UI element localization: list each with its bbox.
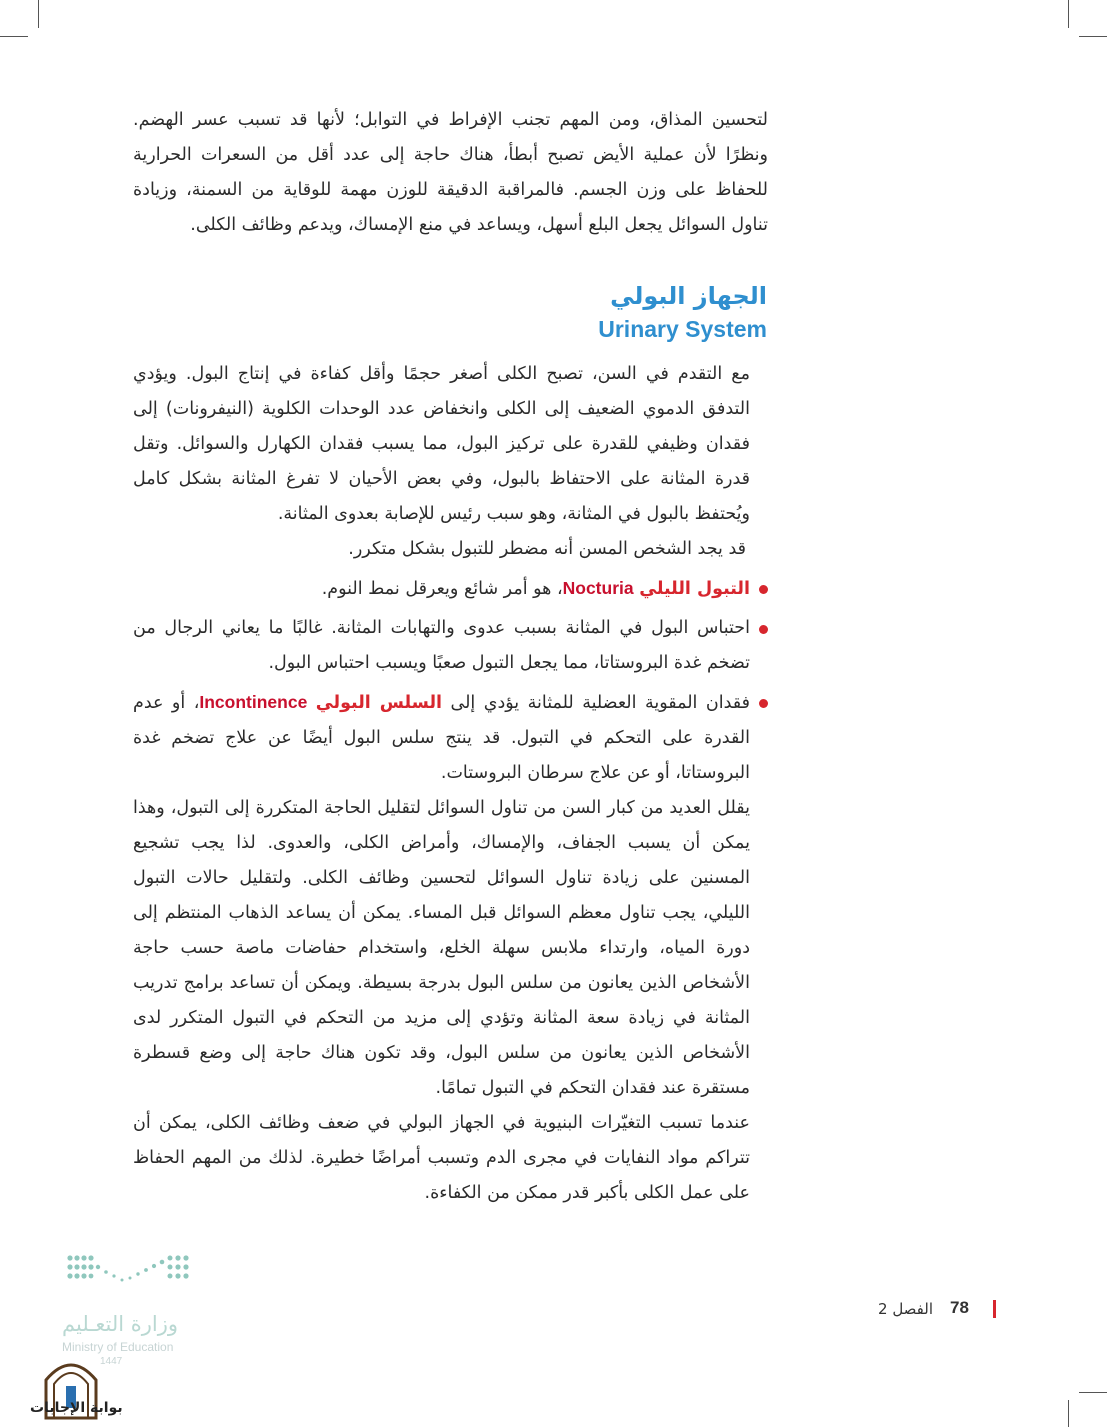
term-incontinence-english: Incontinence	[199, 692, 308, 712]
ministry-name-arabic: وزارة التعـليم	[62, 1312, 179, 1336]
paragraph-3: يقلل العديد من كبار السن من تناول السوائل لتقليل الحاجة المتكررة إلى التبول، وهذا يمكن أن يسبب الجفاف، والإمساك، وأمراض الكلى، والعدوى. لذا يجب تشجيع المسنين على زيادة تناول السوائل لتحسين وظائف الكلى. ولتقليل حالات التبول الليلي، يجب تناول معظم السوائل قبل المساء. يمكن أن يساعد الذهاب المنتظم إلى دورة المياه، وارتداء ملابس سهلة الخلع، واستخدام حفاضات ماصة حسب حاجة الأشخاص الذين يعانون من سلس البول بدرجة بسيطة. ويمكن أن تساعد برامج تدريب المثانة في زيادة سعة المثانة وتؤدي إلى مزيد من التحكم في التبول المتكرر لدى الأشخاص الذين يعانون من سلس البول، وقد تكون هناك حاجة إلى وضع قسطرة مستقرة عند فقدان التحكم في التبول تمامًا.	[133, 798, 750, 1098]
term-nocturia-english: Nocturia	[562, 578, 634, 598]
term-incontinence-arabic: السلس البولي	[315, 693, 443, 713]
bullet-retention	[133, 611, 768, 681]
section-title-arabic: الجهاز البولي	[610, 282, 767, 310]
bullet-nocturia	[133, 571, 768, 607]
bullet-dot-icon	[759, 585, 768, 594]
term-nocturia-arabic: التبول الليلي	[639, 579, 750, 599]
ministry-logo-dots-icon	[60, 1250, 200, 1310]
paragraph-1: مع التقدم في السن، تصبح الكلى أصغر حجمًا وأقل كفاءة في إنتاج البول. ويؤدي التدفق الدموي الضعيف إلى الكلى وانخفاض عدد الوحدات الكلوية (النيفرونات) إلى فقدان وظيفي للقدرة على تركيز البول، مما يسبب فقدان الكهارل والسوائل. وتقل قدرة المثانة على الاحتفاظ بالبول، وفي بعض الأحيان لا تفرغ المثانة بشكل كامل ويُحتفظ بالبول في المثانة، وهو سبب رئيس للإصابة بعدوى المثانة.	[133, 364, 750, 524]
intro-text: لتحسين المذاق، ومن المهم تجنب الإفراط في التوابل؛ لأنها قد تسبب عسر الهضم. ونظرًا لأن عملية الأيض تصبح أبطأ، هناك حاجة إلى عدد أقل من السعرات الحرارية للحفاظ على وزن الجسم. فالمراقبة الدقيقة للوزن مهمة للوقاية من السمنة، وزيادة تناول السوائل يجعل البلع أسهل، ويساعد في منع الإمساك، ويدعم وظائف الكلى.	[133, 110, 768, 235]
crop-mark	[1068, 0, 1069, 28]
bullet-incontinence-pre: فقدان المقوية العضلية للمثانة يؤدي إلى	[450, 693, 751, 713]
crop-mark	[1068, 1400, 1069, 1427]
crop-mark	[1079, 1392, 1107, 1393]
bullet-nocturia-text: ، هو أمر شائع ويعرقل نمط النوم.	[321, 579, 563, 599]
crop-mark	[1079, 36, 1107, 37]
section-title-english: Urinary System	[598, 316, 767, 342]
page-number: 78	[950, 1298, 969, 1317]
bullet-dot-icon	[759, 625, 768, 634]
chapter-label: الفصل 2	[878, 1300, 934, 1318]
paragraph-2: قد يجد الشخص المسن أنه مضطر للتبول بشكل متكرر.	[348, 539, 746, 559]
body-content	[133, 357, 768, 1211]
bullet-dot-icon	[759, 699, 768, 708]
crop-mark	[38, 0, 39, 28]
bullet-incontinence-text: ، أو عدم القدرة على التحكم في التبول. قد ينتج سلس البول أيضًا عن علاج تضخم غدة البروستاتا، أو عن علاج سرطان البروستات.	[133, 693, 750, 783]
bullet-retention-text: احتباس البول في المثانة بسبب عدوى والتهابات المثانة. غالبًا ما يعاني الرجال من تضخم غدة البروستاتا، مما يجعل التبول صعبًا ويسبب احتباس البول.	[133, 618, 750, 673]
watermark-text: بوابة الإجابات	[30, 1400, 123, 1416]
paragraph-4: عندما تسبب التغيّرات البنيوية في الجهاز البولي في ضعف وظائف الكلى، يمكن أن تتراكم مواد النفايات في مجرى الدم وتسبب أمراضًا خطيرة. لذلك من المهم الحفاظ على عمل الكلى بأكبر قدر ممكن من الكفاءة.	[133, 1113, 750, 1203]
crop-mark	[0, 36, 28, 37]
intro-paragraph	[133, 103, 768, 243]
bullet-incontinence	[133, 685, 768, 791]
ministry-name-english: Ministry of Education	[62, 1340, 174, 1354]
ministry-year: 1447	[100, 1356, 123, 1367]
footer-accent-bar	[993, 1300, 996, 1318]
